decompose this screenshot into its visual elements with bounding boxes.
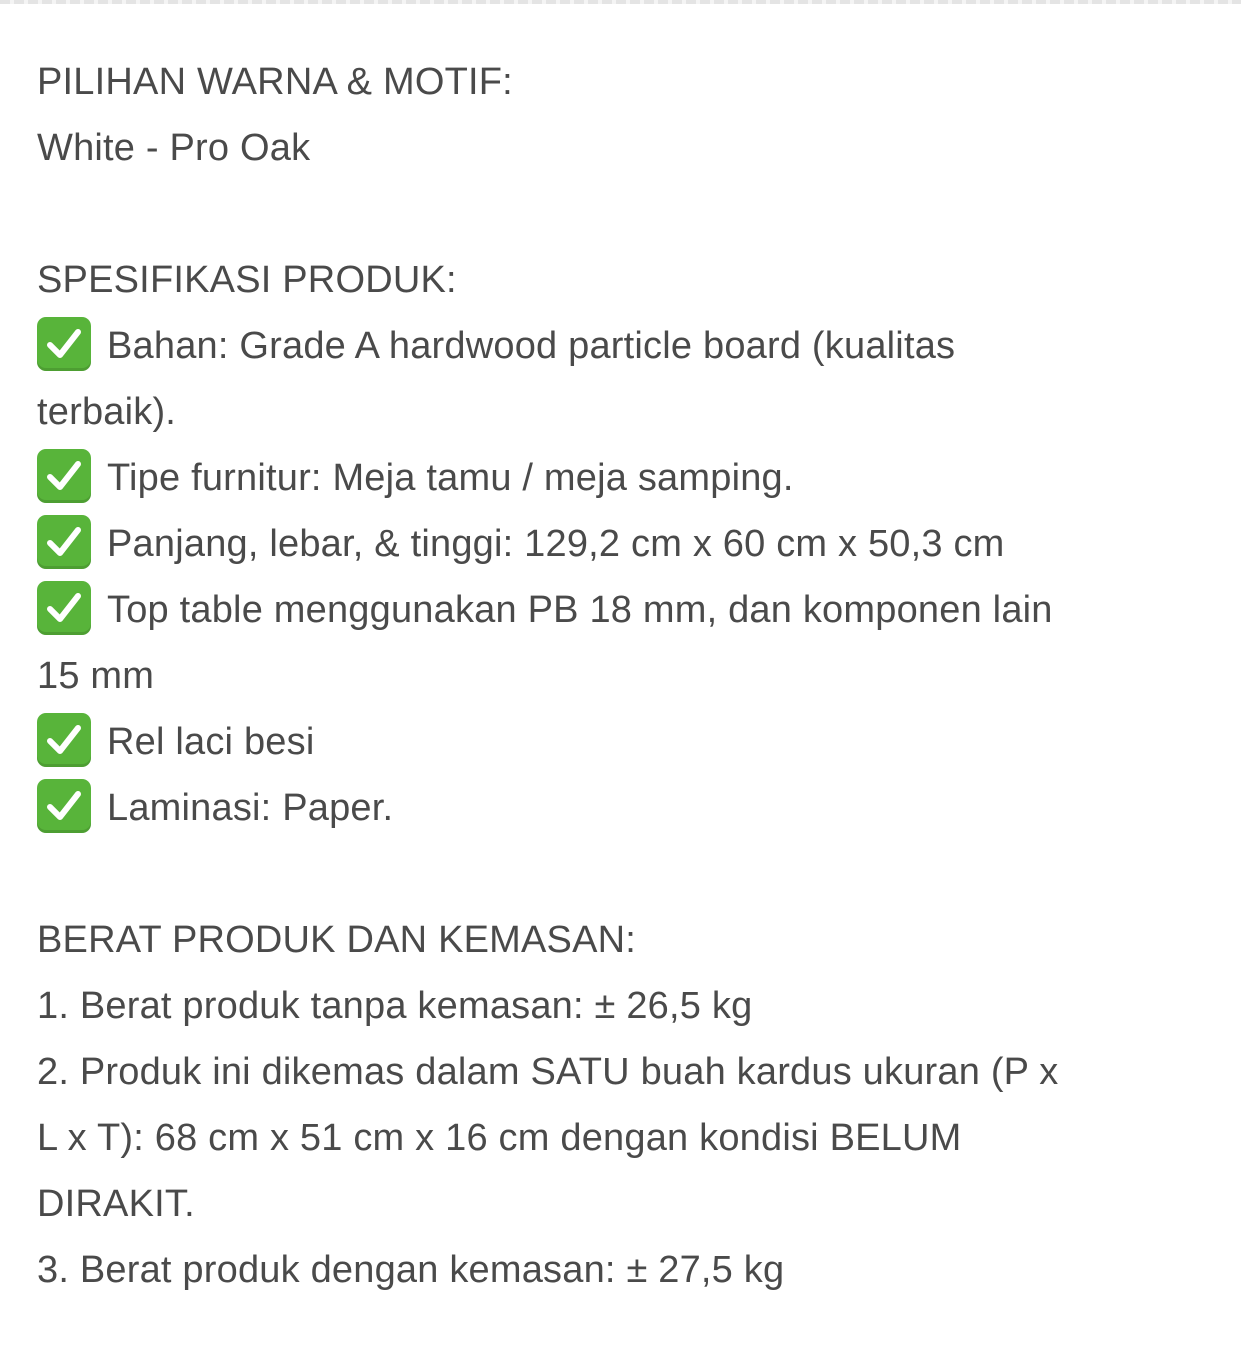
blank-line [37,181,1207,247]
color-value: White - Pro Oak [37,127,311,169]
weight-line: 3. Berat produk dengan kemasan: ± 27,5 kg [37,1249,785,1291]
check-mark-icon [37,515,91,569]
spec-item-label: Tipe furnitur: Meja tamu / meja samping. [107,457,794,499]
check-mark-icon [37,713,91,767]
spec-item-material [37,313,1207,445]
check-mark-icon [37,317,91,371]
spec-item-drawer-rail [37,709,1207,775]
weight-heading: BERAT PRODUK DAN KEMASAN: [37,919,637,961]
weight-line: 1. Berat produk tanpa kemasan: ± 26,5 kg [37,985,753,1027]
spec-item-label: Rel laci besi [107,721,315,763]
blank-line [37,841,1207,907]
spec-item-dimensions [37,511,1207,577]
check-mark-icon [37,581,91,635]
product-description [37,49,1207,1303]
spec-item-continuation: 15 mm [37,655,155,697]
top-divider [0,0,1241,4]
spec-item-continuation: terbaik). [37,391,177,433]
weight-line: L x T): 68 cm x 51 cm x 16 cm dengan kondisi BELUM [37,1117,962,1159]
spec-item-label: Laminasi: Paper. [107,787,394,829]
spec-item-type [37,445,1207,511]
weight-line: DIRAKIT. [37,1183,195,1225]
weight-line: 2. Produk ini dikemas dalam SATU buah kardus ukuran (P x [37,1051,1059,1093]
check-mark-icon [37,449,91,503]
spec-item-label: Panjang, lebar, & tinggi: 129,2 cm x 60 cm x 50,3 cm [107,523,1005,565]
spec-heading: SPESIFIKASI PRODUK: [37,259,457,301]
spec-item-label: Top table menggunakan PB 18 mm, dan komponen lain [107,589,1053,631]
spec-item-lamination [37,775,1207,841]
spec-item-label: Bahan: Grade A hardwood particle board (kualitas [107,325,956,367]
spec-item-thickness [37,577,1207,709]
check-mark-icon [37,779,91,833]
color-heading: PILIHAN WARNA & MOTIF: [37,61,513,103]
